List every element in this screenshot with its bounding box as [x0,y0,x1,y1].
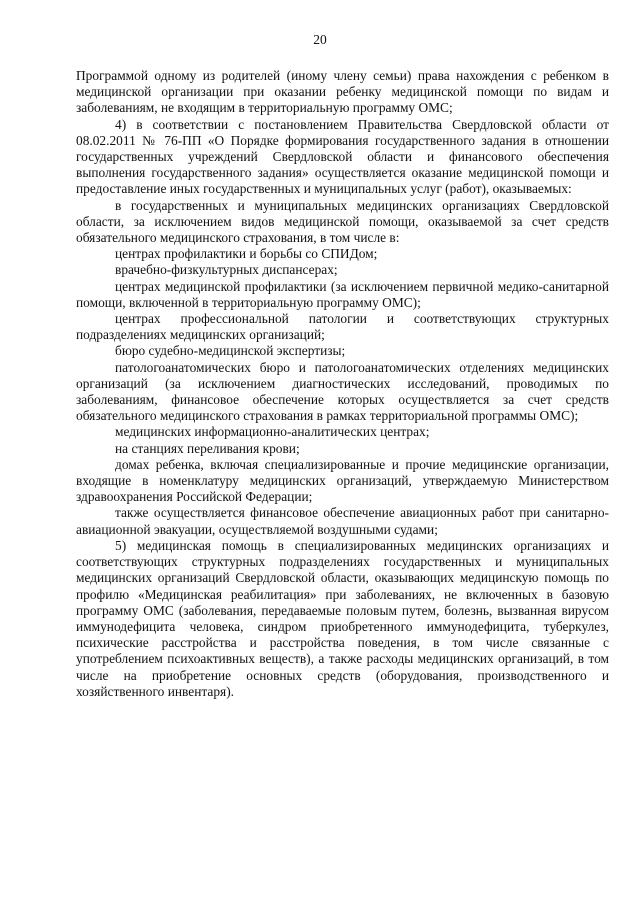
list-item-occupational-pathology: центрах профессиональной патологии и соответствующих структурных подразделениях медицинских организаций; [76,311,609,343]
paragraph-continuation: Программой одному из родителей (иному члену семьи) права нахождения с ребенком в медицинской организации при оказании ребенку медицинской помощи по видам и заболеваниям, не входящим в территориальную программу ОМС; [76,68,609,116]
list-item-childrens-homes: домах ребенка, включая специализированные и прочие медицинские организации, входящие в номенклатуру медицинских организаций, утверждаемую Министерством здравоохранения Российской Федерации; [76,456,609,505]
paragraph-item-5: 5) медицинская помощь в специализированных медицинских организациях и соответствующих структурных подразделениях государственных и муниципальных медицинских организаций Свердловской области, оказывающих медицинскую помощь по профилю «Медицинская реабилитация» при заболеваниях, не включенных в базовую программу ОМС (заболевания, передаваемые половым путем, болезнь, вызванная вирусом иммунодефицита человека, синдром приобретенного иммунодефицита, туберкулез, психические расстройства и расстройства поведения, в том числе связанные с употреблением психоактивных веществ), а также расходы медицинских организаций, в том числе на приобретение основных средств (оборудования, производственного и хозяйственного инвентаря). [76,537,609,699]
list-item-aids-centers: центрах профилактики и борьбы со СПИДом; [115,246,378,262]
list-item-forensic-bureau: бюро судебно-медицинской экспертизы; [115,343,346,359]
document-body [76,68,609,700]
list-item-prevention-centers: центрах медицинской профилактики (за исключением первичной медико-санитарной помощи, включенной в территориальную программу ОМС); [76,278,609,310]
list-item-analytics-centers: медицинских информационно-аналитических центрах; [115,424,430,440]
page-number: 20 [313,32,327,47]
list-item-blood-stations: на станциях переливания крови; [115,440,300,456]
list-item-pathology-bureaus: патологоанатомических бюро и патологоанатомических отделениях медицинских организаций (за исключением диагностических исследований, проводимых по заболеваниям, финансовое обеспечение которых осуществляется за счет средств обязательного медицинского страхования в рамках территориальной программы ОМС); [76,359,609,424]
list-item-sports-dispensaries: врачебно-физкультурных диспансерах; [115,262,338,278]
paragraph-organizations: в государственных и муниципальных медицинских организациях Свердловской области, за исключением видов медицинской помощи, оказываемой за счет средств обязательного медицинского страхования, в том числе в: [76,197,609,246]
paragraph-aviation-works: также осуществляется финансовое обеспечение авиационных работ при санитарно-авиационной эвакуации, осуществляемой воздушными судами; [76,505,609,537]
paragraph-item-4: 4) в соответствии с постановлением Правительства Свердловской области от 08.02.2011 № 76-ПП «О Порядке формирования государственного задания в отношении государственных учреждений Свердловской области и финансового обеспечения выполнения государственного задания» осуществляется оказание медицинской помощи и предоставление иных государственных и муниципальных услуг (работ), оказываемых: [76,116,609,197]
